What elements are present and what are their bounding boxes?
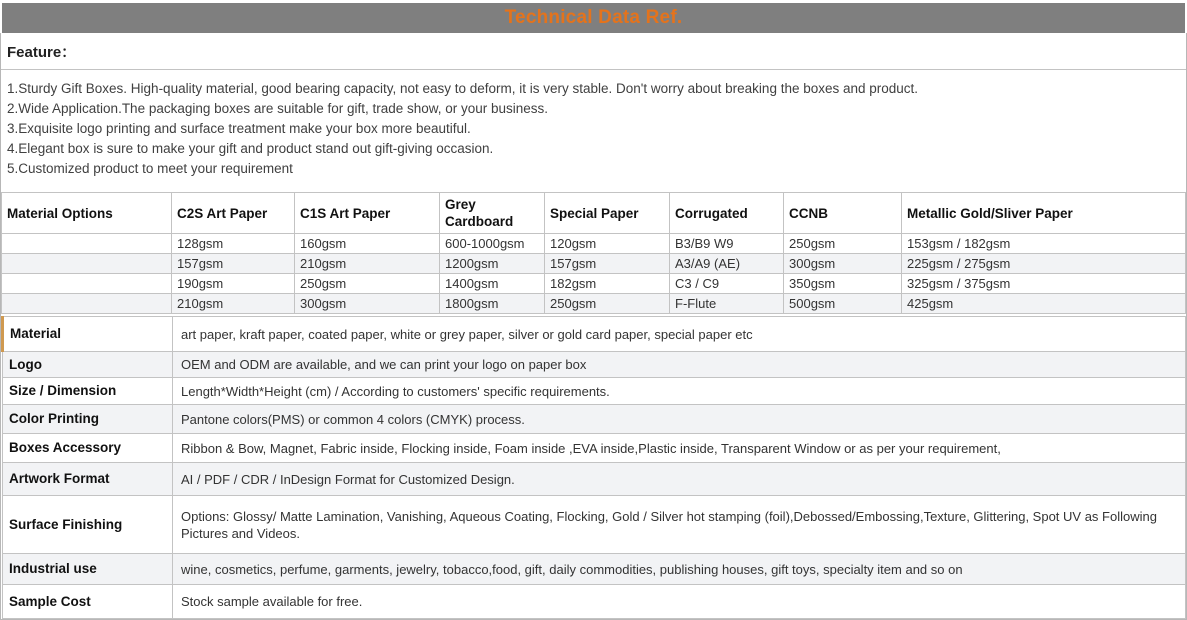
- row-label: Color Printing: [3, 405, 173, 434]
- table-row: [3, 405, 1186, 434]
- table-cell: A3/A9 (AE): [670, 254, 784, 274]
- table-cell: 600-1000gsm: [440, 234, 545, 254]
- column-header: C1S Art Paper: [295, 193, 440, 234]
- table-row: [2, 274, 1186, 294]
- table-cell: F-Flute: [670, 294, 784, 314]
- table-row: [3, 317, 1186, 352]
- table-cell: 425gsm: [902, 294, 1186, 314]
- table-cell: [2, 274, 172, 294]
- table-cell: 225gsm / 275gsm: [902, 254, 1186, 274]
- table-cell: 128gsm: [172, 234, 295, 254]
- table-row: [3, 463, 1186, 496]
- row-label: Material: [3, 317, 173, 352]
- column-header: C2S Art Paper: [172, 193, 295, 234]
- row-label: Boxes Accessory: [3, 434, 173, 463]
- table-row: [3, 378, 1186, 405]
- page-title: Technical Data Ref.: [504, 7, 683, 28]
- column-header: Metallic Gold/Sliver Paper: [902, 193, 1186, 234]
- table-row: [3, 434, 1186, 463]
- row-value: Options: Glossy/ Matte Lamination, Vanishing, Aqueous Coating, Flocking, Gold / Silver hot stamping (foil),Debossed/Embossing,Texture, Glittering, Spot UV as Following Pictures and Videos.: [173, 496, 1186, 554]
- spec-header-row: [2, 193, 1186, 234]
- row-value: Pantone colors(PMS) or common 4 colors (CMYK) process.: [173, 405, 1186, 434]
- content-area: [0, 33, 1187, 620]
- row-label: Industrial use: [3, 554, 173, 585]
- row-value: Ribbon & Bow, Magnet, Fabric inside, Flocking inside, Foam inside ,EVA inside,Plastic inside, Transparent Window or as per your requirement,: [173, 434, 1186, 463]
- row-value: Length*Width*Height (cm) / According to customers' specific requirements.: [173, 378, 1186, 405]
- spec-body: [2, 234, 1186, 314]
- table-cell: 153gsm / 182gsm: [902, 234, 1186, 254]
- table-cell: 120gsm: [545, 234, 670, 254]
- row-value: OEM and ODM are available, and we can print your logo on paper box: [173, 352, 1186, 378]
- feature-list: [1, 70, 1186, 192]
- table-cell: 157gsm: [172, 254, 295, 274]
- table-row: [3, 554, 1186, 585]
- table-cell: 1400gsm: [440, 274, 545, 294]
- feature-item: 5.Customized product to meet your requirement: [7, 161, 293, 176]
- details-body: [3, 317, 1186, 619]
- material-spec-table: [1, 192, 1186, 314]
- table-cell: 300gsm: [295, 294, 440, 314]
- table-cell: 210gsm: [295, 254, 440, 274]
- column-header: Special Paper: [545, 193, 670, 234]
- row-label: Artwork Format: [3, 463, 173, 496]
- details-table: [1, 316, 1186, 619]
- table-cell: 250gsm: [295, 274, 440, 294]
- table-row: [2, 234, 1186, 254]
- table-cell: 210gsm: [172, 294, 295, 314]
- table-cell: [2, 234, 172, 254]
- row-label: Surface Finishing: [3, 496, 173, 554]
- table-cell: 250gsm: [784, 234, 902, 254]
- table-row: [3, 585, 1186, 619]
- table-row: [2, 254, 1186, 274]
- feature-item: 4.Elegant box is sure to make your gift and product stand out gift-giving occasion.: [7, 141, 494, 156]
- row-value: Stock sample available for free.: [173, 585, 1186, 619]
- row-value: AI / PDF / CDR / InDesign Format for Customized Design.: [173, 463, 1186, 496]
- table-row: [3, 496, 1186, 554]
- title-bar: [2, 3, 1185, 33]
- table-cell: 1200gsm: [440, 254, 545, 274]
- column-header: Corrugated: [670, 193, 784, 234]
- table-cell: 325gsm / 375gsm: [902, 274, 1186, 294]
- column-header: CCNB: [784, 193, 902, 234]
- column-header: Grey Cardboard: [440, 193, 545, 234]
- table-cell: 182gsm: [545, 274, 670, 294]
- feature-item: 2.Wide Application.The packaging boxes are suitable for gift, trade show, or your business.: [7, 101, 549, 116]
- table-cell: B3/B9 W9: [670, 234, 784, 254]
- table-cell: [2, 294, 172, 314]
- table-cell: 250gsm: [545, 294, 670, 314]
- table-cell: 190gsm: [172, 274, 295, 294]
- row-value: art paper, kraft paper, coated paper, white or grey paper, silver or gold card paper, special paper etc: [173, 317, 1186, 352]
- table-cell: 350gsm: [784, 274, 902, 294]
- row-value: wine, cosmetics, perfume, garments, jewelry, tobacco,food, gift, daily commodities, publishing houses, gift toys, specialty item and so on: [173, 554, 1186, 585]
- row-label: Size / Dimension: [3, 378, 173, 405]
- table-cell: 1800gsm: [440, 294, 545, 314]
- table-row: [3, 352, 1186, 378]
- table-cell: 160gsm: [295, 234, 440, 254]
- feature-item: 3.Exquisite logo printing and surface treatment make your box more beautiful.: [7, 121, 471, 136]
- table-cell: 300gsm: [784, 254, 902, 274]
- feature-heading: Feature：: [1, 33, 1186, 70]
- table-cell: 157gsm: [545, 254, 670, 274]
- column-header: Material Options: [2, 193, 172, 234]
- table-cell: C3 / C9: [670, 274, 784, 294]
- row-label: Logo: [3, 352, 173, 378]
- feature-item: 1.Sturdy Gift Boxes. High-quality material, good bearing capacity, not easy to deform, it is very stable. Don't worry about breaking the boxes and product.: [7, 81, 919, 96]
- table-cell: [2, 254, 172, 274]
- table-row: [2, 294, 1186, 314]
- table-cell: 500gsm: [784, 294, 902, 314]
- row-label: Sample Cost: [3, 585, 173, 619]
